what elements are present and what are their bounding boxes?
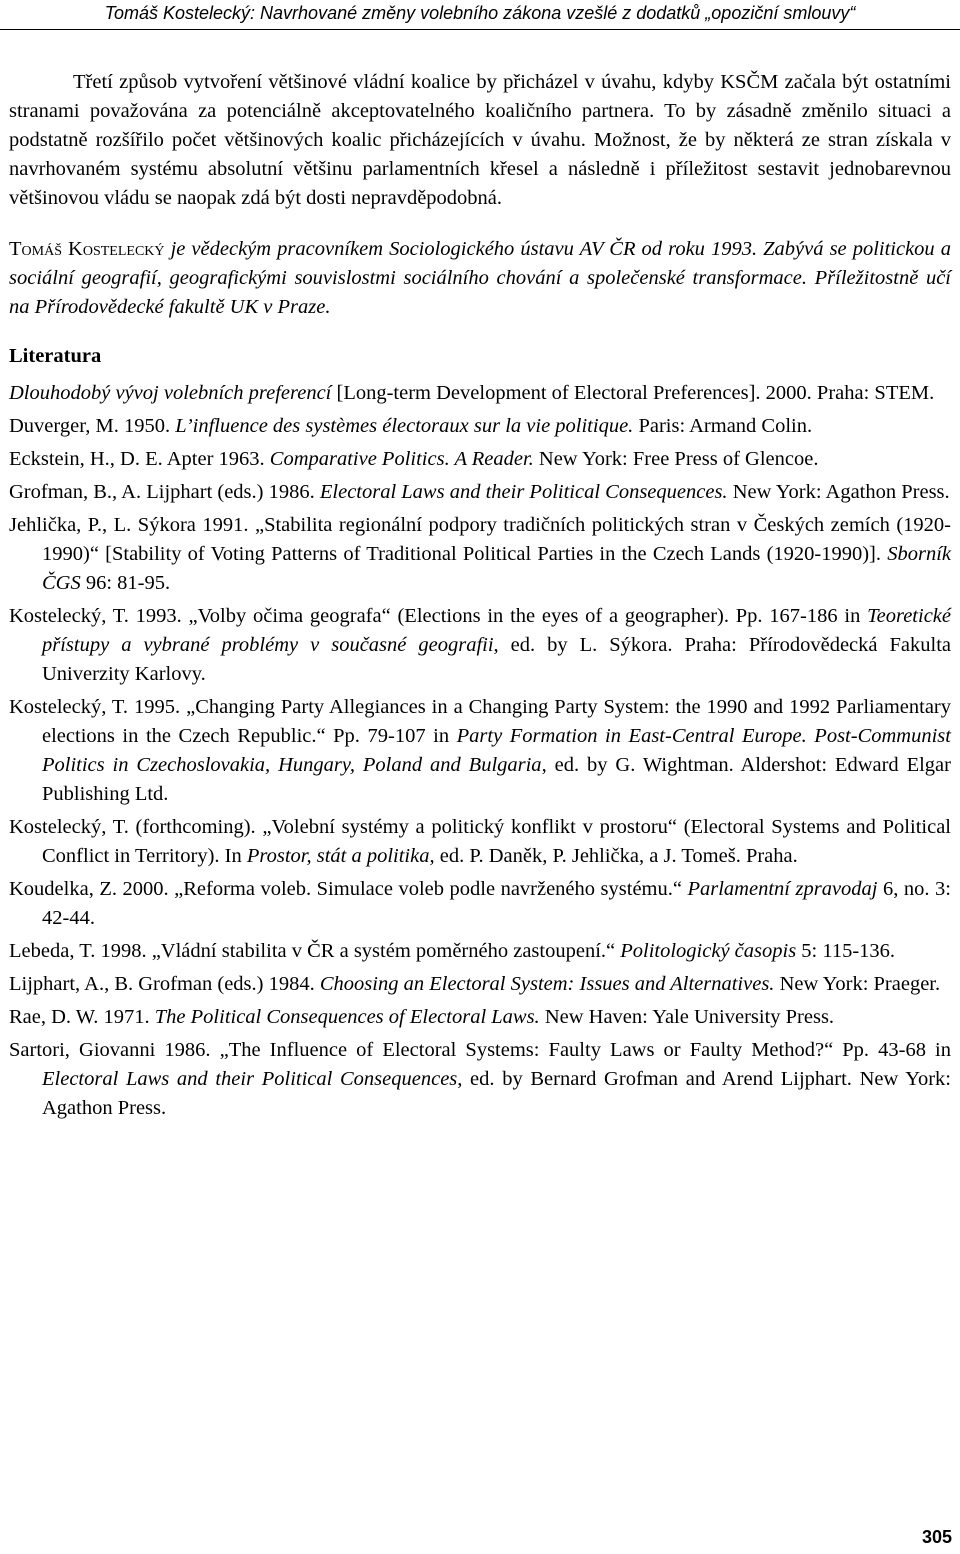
reference-item bbox=[9, 412, 951, 441]
reference-text: Jehlička, P., L. Sýkora 1991. „Stabilita regionální podpory tradičních politických stran v Českých zemích (1920-1990)“ [Stability of Voting Patterns of Traditional Political Parties in the Czech Lands (1920-1990)]. bbox=[9, 514, 951, 565]
reference-title: Party Formation in East-Central Europe. Post-Communist Politics in Czechoslovakia, Hungary, Poland and Bulgaria bbox=[42, 725, 951, 776]
reference-item bbox=[9, 693, 951, 809]
reference-item bbox=[9, 1036, 951, 1123]
running-header: Tomáš Kostelecký: Navrhované změny volebního zákona vzešlé z dodatků „opoziční smlouvy“ bbox=[0, 0, 960, 30]
reference-title: Electoral Laws and their Political Consequences. bbox=[319, 481, 728, 503]
reference-item bbox=[9, 478, 951, 507]
reference-text: , ed. P. Daněk, P. Jehlička, a J. Tomeš. Praha. bbox=[429, 845, 798, 867]
reference-item bbox=[9, 602, 951, 689]
reference-text: Eckstein, H., D. E. Apter 1963. bbox=[9, 448, 270, 470]
page-content bbox=[9, 68, 951, 1127]
reference-text: New York: Agathon Press. bbox=[727, 481, 950, 503]
reference-text: Sartori, Giovanni 1986. „The Influence of Electoral Systems: Faulty Laws or Faulty Method?“ Pp. 43-68 in bbox=[9, 1039, 951, 1061]
reference-text: 6, no. 3: 42-44. bbox=[42, 878, 951, 929]
reference-text: Kostelecký, T. 1993. „Volby očima geografa“ (Elections in the eyes of a geographer). Pp. 167-186 in bbox=[9, 605, 868, 627]
reference-item bbox=[9, 813, 951, 871]
reference-title: L’influence des systèmes électoraux sur la vie politique. bbox=[175, 415, 634, 437]
author-bio-text: je vědeckým pracovníkem Sociologického ústavu AV ČR od roku 1993. Zabývá se politickou a sociální geografií, geografickými souvislostmi sociálního chování a společenské transformace. Příležitostně učí na Přírodovědecké fakultě UK v Praze. bbox=[9, 238, 951, 318]
reference-title: The Political Consequences of Electoral Laws. bbox=[154, 1006, 540, 1028]
reference-item bbox=[9, 875, 951, 933]
reference-item bbox=[9, 970, 951, 999]
reference-text: Duverger, M. 1950. bbox=[9, 415, 176, 437]
reference-title: Choosing an Electoral System: Issues and Alternatives. bbox=[319, 973, 775, 995]
reference-text: Kostelecký, T. 1995. „Changing Party Allegiances in a Changing Party System: the 1990 and 1992 Parliamentary elections in the Czech Republic.“ Pp. 79-107 in bbox=[9, 696, 951, 747]
reference-text: New York: Praeger. bbox=[774, 973, 941, 995]
reference-title: Electoral Laws and their Political Consequences bbox=[42, 1068, 458, 1090]
reference-item bbox=[9, 445, 951, 474]
reference-text: New York: Free Press of Glencoe. bbox=[533, 448, 819, 470]
reference-title: Comparative Politics. A Reader. bbox=[269, 448, 534, 470]
author-bio bbox=[9, 235, 951, 322]
reference-title: Teoretické přístupy a vybrané problémy v současné geografii bbox=[42, 605, 951, 656]
body-paragraph: Třetí způsob vytvoření většinové vládní koalice by přicházel v úvahu, kdyby KSČM začala být ostatními stranami považována za potenciálně akceptovatelného koaličního partnera. To by zásadně změnilo situaci a podstatně rozšířilo počet většinových koalic přicházejících v úvahu. Možnost, že by některá ze stran získala v navrhovaném systému absolutní většinu parlamentních křesel a následně i příležitost sestavit jednobarevnou většinovou vládu se naopak zdá být dosti nepravděpodobná. bbox=[9, 71, 951, 209]
reference-title: Politologický časopis bbox=[620, 940, 797, 962]
reference-text: , ed. by G. Wightman. Aldershot: Edward Elgar Publishing Ltd. bbox=[42, 754, 951, 805]
reference-text: 96: 81-95. bbox=[80, 572, 171, 594]
reference-text: , ed. by L. Sýkora. Praha: Přírodovědecká Fakulta Univerzity Karlovy. bbox=[42, 634, 951, 685]
reference-list bbox=[9, 379, 951, 1123]
reference-text: Lebeda, T. 1998. „Vládní stabilita v ČR a systém poměrného zastoupení.“ bbox=[9, 940, 621, 962]
reference-text: New Haven: Yale University Press. bbox=[539, 1006, 835, 1028]
reference-text: Kostelecký, T. (forthcoming). „Volební systémy a politický konflikt v prostoru“ (Electoral Systems and Political Conflict in Territory). In bbox=[9, 816, 951, 867]
reference-text: Lijphart, A., B. Grofman (eds.) 1984. bbox=[9, 973, 320, 995]
reference-text: Paris: Armand Colin. bbox=[633, 415, 813, 437]
reference-text: Grofman, B., A. Lijphart (eds.) 1986. bbox=[9, 481, 320, 503]
reference-item bbox=[9, 511, 951, 598]
page-number: 305 bbox=[921, 1527, 952, 1547]
reference-text: 5: 115-136. bbox=[796, 940, 896, 962]
reference-item bbox=[9, 1003, 951, 1032]
reference-title: Sborník ČGS bbox=[42, 543, 951, 594]
reference-title: Parlamentní zpravodaj bbox=[687, 878, 878, 900]
reference-title: Prostor, stát a politika bbox=[246, 845, 430, 867]
reference-text: [Long-term Development of Electoral Preferences]. 2000. Praha: STEM. bbox=[331, 382, 935, 404]
author-name: Tomáš Kostelecký bbox=[9, 238, 165, 260]
reference-item bbox=[9, 937, 951, 966]
reference-text: , ed. by Bernard Grofman and Arend Lijphart. New York: Agathon Press. bbox=[42, 1068, 951, 1119]
reference-text: Koudelka, Z. 2000. „Reforma voleb. Simulace voleb podle navrženého systému.“ bbox=[9, 878, 688, 900]
literature-heading: Literatura bbox=[9, 345, 102, 367]
reference-item bbox=[9, 379, 951, 408]
reference-title: Dlouhodobý vývoj volebních preferencí bbox=[9, 382, 332, 404]
reference-text: Rae, D. W. 1971. bbox=[9, 1006, 155, 1028]
